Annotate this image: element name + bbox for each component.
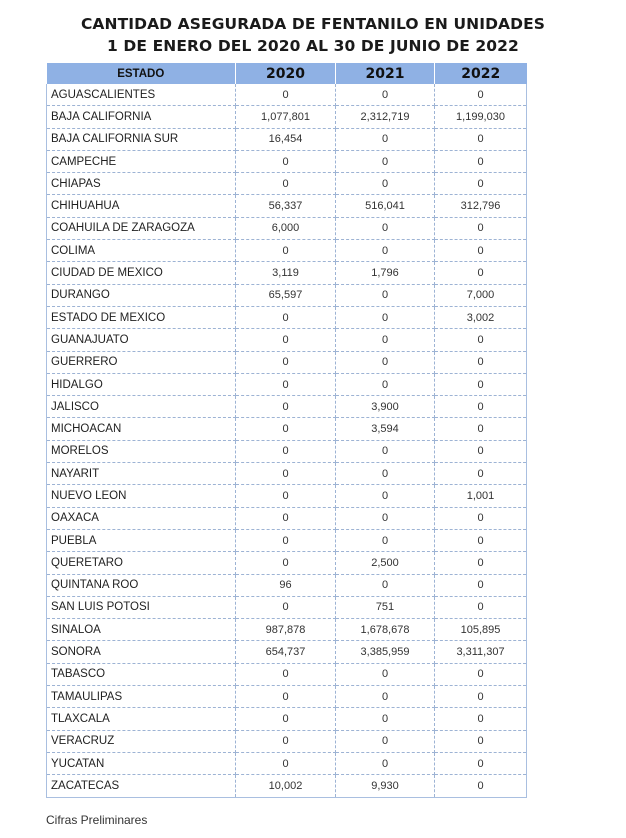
value-cell-2022: 3,002 bbox=[435, 306, 527, 328]
value-cell-2021: 0 bbox=[336, 329, 435, 351]
state-cell: BAJA CALIFORNIA SUR bbox=[47, 128, 236, 150]
value-cell-2022: 0 bbox=[435, 217, 527, 239]
value-cell-2021: 0 bbox=[336, 686, 435, 708]
value-cell-2020: 0 bbox=[236, 485, 336, 507]
table-row bbox=[47, 173, 527, 195]
table-row bbox=[47, 396, 527, 418]
value-cell-2022: 0 bbox=[435, 84, 527, 106]
state-cell: SINALOA bbox=[47, 619, 236, 641]
value-cell-2021: 0 bbox=[336, 284, 435, 306]
state-cell: JALISCO bbox=[47, 396, 236, 418]
value-cell-2020: 0 bbox=[236, 306, 336, 328]
table-row bbox=[47, 730, 527, 752]
state-cell: TAMAULIPAS bbox=[47, 686, 236, 708]
table-row bbox=[47, 752, 527, 774]
state-cell: CIUDAD DE MEXICO bbox=[47, 262, 236, 284]
state-cell: COAHUILA DE ZARAGOZA bbox=[47, 217, 236, 239]
value-cell-2021: 0 bbox=[336, 240, 435, 262]
value-cell-2020: 0 bbox=[236, 686, 336, 708]
table-row bbox=[47, 195, 527, 217]
value-cell-2022: 0 bbox=[435, 373, 527, 395]
value-cell-2022: 0 bbox=[435, 775, 527, 797]
value-cell-2022: 7,000 bbox=[435, 284, 527, 306]
table-row bbox=[47, 552, 527, 574]
table-row bbox=[47, 463, 527, 485]
value-cell-2022: 1,199,030 bbox=[435, 106, 527, 128]
value-cell-2021: 0 bbox=[336, 752, 435, 774]
value-cell-2021: 0 bbox=[336, 440, 435, 462]
table-row bbox=[47, 306, 527, 328]
state-cell: YUCATAN bbox=[47, 752, 236, 774]
value-cell-2020: 0 bbox=[236, 752, 336, 774]
value-cell-2020: 0 bbox=[236, 84, 336, 106]
state-cell: PUEBLA bbox=[47, 529, 236, 551]
value-cell-2022: 0 bbox=[435, 708, 527, 730]
column-header-2021: 2021 bbox=[336, 63, 435, 84]
fentanyl-table bbox=[46, 63, 527, 798]
table-row bbox=[47, 106, 527, 128]
state-cell: MORELOS bbox=[47, 440, 236, 462]
table-row bbox=[47, 284, 527, 306]
value-cell-2022: 0 bbox=[435, 730, 527, 752]
state-cell: NUEVO LEON bbox=[47, 485, 236, 507]
header-row bbox=[47, 63, 527, 84]
value-cell-2021: 9,930 bbox=[336, 775, 435, 797]
value-cell-2022: 0 bbox=[435, 418, 527, 440]
state-cell: DURANGO bbox=[47, 284, 236, 306]
value-cell-2021: 0 bbox=[336, 373, 435, 395]
value-cell-2022: 0 bbox=[435, 396, 527, 418]
value-cell-2022: 0 bbox=[435, 262, 527, 284]
table-row bbox=[47, 507, 527, 529]
value-cell-2020: 0 bbox=[236, 240, 336, 262]
value-cell-2020: 0 bbox=[236, 708, 336, 730]
value-cell-2022: 0 bbox=[435, 440, 527, 462]
value-cell-2020: 0 bbox=[236, 418, 336, 440]
value-cell-2021: 0 bbox=[336, 128, 435, 150]
state-cell: GUANAJUATO bbox=[47, 329, 236, 351]
value-cell-2020: 0 bbox=[236, 440, 336, 462]
value-cell-2021: 3,900 bbox=[336, 396, 435, 418]
table-row bbox=[47, 240, 527, 262]
value-cell-2020: 654,737 bbox=[236, 641, 336, 663]
value-cell-2021: 3,385,959 bbox=[336, 641, 435, 663]
state-cell: TABASCO bbox=[47, 663, 236, 685]
value-cell-2020: 16,454 bbox=[236, 128, 336, 150]
footnote: Cifras Preliminares bbox=[46, 813, 148, 827]
value-cell-2020: 1,077,801 bbox=[236, 106, 336, 128]
value-cell-2022: 312,796 bbox=[435, 195, 527, 217]
value-cell-2020: 0 bbox=[236, 173, 336, 195]
value-cell-2021: 0 bbox=[336, 217, 435, 239]
table-body bbox=[47, 84, 527, 797]
value-cell-2021: 0 bbox=[336, 574, 435, 596]
table-row bbox=[47, 217, 527, 239]
value-cell-2020: 56,337 bbox=[236, 195, 336, 217]
state-cell: HIDALGO bbox=[47, 373, 236, 395]
state-cell: COLIMA bbox=[47, 240, 236, 262]
state-cell: VERACRUZ bbox=[47, 730, 236, 752]
value-cell-2021: 0 bbox=[336, 306, 435, 328]
value-cell-2021: 2,500 bbox=[336, 552, 435, 574]
value-cell-2021: 0 bbox=[336, 730, 435, 752]
value-cell-2022: 0 bbox=[435, 574, 527, 596]
table-row bbox=[47, 128, 527, 150]
value-cell-2021: 0 bbox=[336, 84, 435, 106]
state-cell: GUERRERO bbox=[47, 351, 236, 373]
value-cell-2021: 0 bbox=[336, 708, 435, 730]
value-cell-2021: 1,678,678 bbox=[336, 619, 435, 641]
state-cell: MICHOACAN bbox=[47, 418, 236, 440]
state-cell: AGUASCALIENTES bbox=[47, 84, 236, 106]
value-cell-2022: 0 bbox=[435, 752, 527, 774]
table-row bbox=[47, 373, 527, 395]
value-cell-2022: 0 bbox=[435, 507, 527, 529]
column-header-estado: ESTADO bbox=[47, 63, 236, 84]
value-cell-2021: 1,796 bbox=[336, 262, 435, 284]
state-cell: ESTADO DE MEXICO bbox=[47, 306, 236, 328]
state-cell: OAXACA bbox=[47, 507, 236, 529]
value-cell-2020: 0 bbox=[236, 730, 336, 752]
value-cell-2020: 96 bbox=[236, 574, 336, 596]
value-cell-2021: 516,041 bbox=[336, 195, 435, 217]
value-cell-2020: 65,597 bbox=[236, 284, 336, 306]
table-row bbox=[47, 775, 527, 797]
value-cell-2020: 6,000 bbox=[236, 217, 336, 239]
table-row bbox=[47, 686, 527, 708]
value-cell-2021: 751 bbox=[336, 596, 435, 618]
value-cell-2020: 0 bbox=[236, 507, 336, 529]
value-cell-2022: 0 bbox=[435, 128, 527, 150]
state-cell: ZACATECAS bbox=[47, 775, 236, 797]
table-title: CANTIDAD ASEGURADA DE FENTANILO EN UNIDADES bbox=[80, 15, 546, 33]
table-row bbox=[47, 485, 527, 507]
state-cell: BAJA CALIFORNIA bbox=[47, 106, 236, 128]
table-row bbox=[47, 351, 527, 373]
table-subtitle: 1 DE ENERO DEL 2020 AL 30 DE JUNIO DE 2022 bbox=[107, 37, 519, 55]
value-cell-2022: 0 bbox=[435, 552, 527, 574]
value-cell-2021: 0 bbox=[336, 351, 435, 373]
value-cell-2020: 0 bbox=[236, 329, 336, 351]
state-cell: QUERETARO bbox=[47, 552, 236, 574]
value-cell-2020: 3,119 bbox=[236, 262, 336, 284]
value-cell-2020: 0 bbox=[236, 150, 336, 172]
table-row bbox=[47, 84, 527, 106]
table-row bbox=[47, 150, 527, 172]
value-cell-2022: 0 bbox=[435, 529, 527, 551]
table-row bbox=[47, 262, 527, 284]
value-cell-2021: 0 bbox=[336, 173, 435, 195]
state-cell: QUINTANA ROO bbox=[47, 574, 236, 596]
table-row bbox=[47, 619, 527, 641]
value-cell-2022: 0 bbox=[435, 351, 527, 373]
value-cell-2022: 1,001 bbox=[435, 485, 527, 507]
value-cell-2020: 0 bbox=[236, 396, 336, 418]
value-cell-2020: 0 bbox=[236, 529, 336, 551]
value-cell-2021: 0 bbox=[336, 529, 435, 551]
table-row bbox=[47, 440, 527, 462]
value-cell-2020: 10,002 bbox=[236, 775, 336, 797]
state-cell: CHIHUAHUA bbox=[47, 195, 236, 217]
value-cell-2021: 3,594 bbox=[336, 418, 435, 440]
value-cell-2021: 0 bbox=[336, 485, 435, 507]
value-cell-2021: 0 bbox=[336, 150, 435, 172]
value-cell-2022: 0 bbox=[435, 596, 527, 618]
value-cell-2022: 0 bbox=[435, 150, 527, 172]
value-cell-2020: 0 bbox=[236, 663, 336, 685]
value-cell-2021: 2,312,719 bbox=[336, 106, 435, 128]
value-cell-2020: 0 bbox=[236, 351, 336, 373]
value-cell-2020: 0 bbox=[236, 552, 336, 574]
table-row bbox=[47, 641, 527, 663]
value-cell-2020: 0 bbox=[236, 596, 336, 618]
value-cell-2022: 105,895 bbox=[435, 619, 527, 641]
state-cell: TLAXCALA bbox=[47, 708, 236, 730]
state-cell: NAYARIT bbox=[47, 463, 236, 485]
table-row bbox=[47, 574, 527, 596]
value-cell-2020: 0 bbox=[236, 463, 336, 485]
value-cell-2020: 0 bbox=[236, 373, 336, 395]
value-cell-2021: 0 bbox=[336, 663, 435, 685]
table-row bbox=[47, 596, 527, 618]
table-row bbox=[47, 708, 527, 730]
table-row bbox=[47, 663, 527, 685]
state-cell: CHIAPAS bbox=[47, 173, 236, 195]
table-row bbox=[47, 329, 527, 351]
column-header-2022: 2022 bbox=[435, 63, 527, 84]
value-cell-2022: 0 bbox=[435, 663, 527, 685]
value-cell-2022: 0 bbox=[435, 329, 527, 351]
value-cell-2022: 0 bbox=[435, 686, 527, 708]
value-cell-2022: 0 bbox=[435, 463, 527, 485]
state-cell: CAMPECHE bbox=[47, 150, 236, 172]
value-cell-2022: 3,311,307 bbox=[435, 641, 527, 663]
state-cell: SAN LUIS POTOSI bbox=[47, 596, 236, 618]
value-cell-2022: 0 bbox=[435, 240, 527, 262]
value-cell-2020: 987,878 bbox=[236, 619, 336, 641]
value-cell-2021: 0 bbox=[336, 507, 435, 529]
table-row bbox=[47, 418, 527, 440]
value-cell-2021: 0 bbox=[336, 463, 435, 485]
value-cell-2022: 0 bbox=[435, 173, 527, 195]
column-header-2020: 2020 bbox=[236, 63, 336, 84]
table-row bbox=[47, 529, 527, 551]
state-cell: SONORA bbox=[47, 641, 236, 663]
